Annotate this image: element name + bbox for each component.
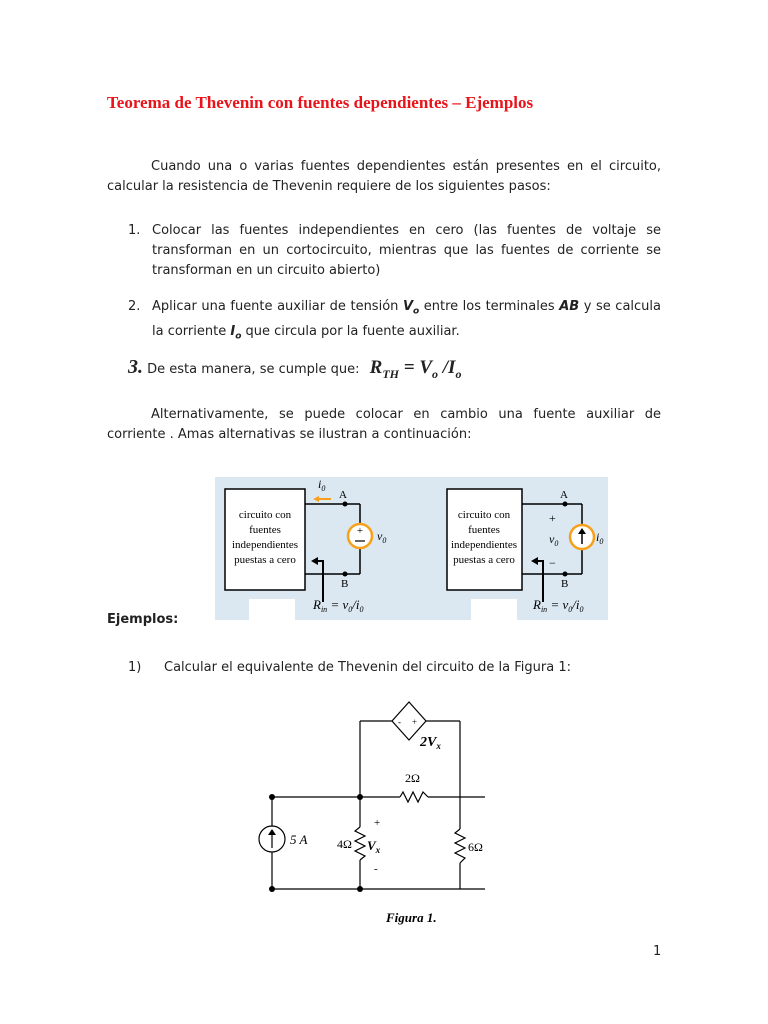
examples-label: Ejemplos: bbox=[107, 612, 179, 627]
ab-terminals: AB bbox=[559, 299, 580, 314]
step-number: 2. bbox=[128, 299, 141, 314]
i0-label: $i_0$ bbox=[318, 477, 326, 493]
step-number: 3. bbox=[128, 356, 143, 378]
terminal-a: A bbox=[560, 489, 568, 501]
r2-label: 2Ω bbox=[405, 771, 420, 785]
problem-text: Calcular el equivalente de Thevenin del circuito de la Figura 1: bbox=[164, 660, 571, 675]
step-number: 1. bbox=[128, 223, 141, 238]
v0-label: $v_0$ bbox=[377, 529, 387, 545]
svg-text:+: + bbox=[356, 525, 364, 537]
resistor-6-icon bbox=[455, 829, 465, 863]
r4-label: 4Ω bbox=[337, 837, 352, 851]
box-label: fuentes bbox=[249, 524, 281, 536]
minus-sign: − bbox=[549, 556, 556, 570]
box-label: independientes bbox=[232, 539, 298, 551]
step-text: De esta manera, se cumple que: bbox=[147, 362, 360, 377]
problem-number: 1) bbox=[128, 660, 142, 675]
vo-symbol: $V_o$ bbox=[402, 299, 420, 317]
resistor-4-icon bbox=[355, 827, 365, 860]
dep-minus: - bbox=[398, 717, 401, 727]
thevenin-formula: $R_{TH} = V_o$ $/I_o$ bbox=[369, 357, 462, 381]
step-text: Aplicar una fuente auxiliar de tensión $V_o$ entre los terminales AB y se calcula la corriente $I_o$ que circula por la fuente auxiliar. bbox=[152, 299, 661, 342]
rin-formula-left: $R_{in} = v_0/i_0$ bbox=[313, 597, 364, 614]
io-symbol: $I_o$ bbox=[230, 323, 242, 342]
vx-plus: + bbox=[374, 817, 381, 829]
page-title: Teorema de Thevenin con fuentes dependientes – Ejemplos bbox=[107, 93, 534, 112]
intro-text: Cuando una o varias fuentes dependientes están presentes en el circuito, calcular la resistencia de Thevenin requiere de los siguientes pasos: bbox=[107, 159, 661, 194]
r6-label: 6Ω bbox=[468, 840, 483, 854]
terminal-b: B bbox=[561, 578, 569, 590]
terminal-b: B bbox=[341, 578, 349, 590]
box-label: puestas a cero bbox=[453, 554, 515, 566]
page-number: 1 bbox=[653, 944, 662, 959]
terminal-a: A bbox=[339, 489, 347, 501]
step-text: Colocar las fuentes independientes en cero (las fuentes de voltaje se transforman en un cortocircuito, mientras que las fuentes de corriente se transforman en un circuito abierto) bbox=[152, 223, 661, 278]
dep-source-label: $2V_x$ bbox=[420, 735, 441, 751]
figure-1-caption: Figura 1. bbox=[386, 910, 437, 925]
v0-label: $v_0$ bbox=[549, 532, 559, 548]
box-label: circuito con bbox=[457, 509, 511, 521]
resistor-2-icon bbox=[400, 792, 428, 802]
box-label: fuentes bbox=[468, 524, 500, 536]
box-label: circuito con bbox=[238, 509, 292, 521]
box-label: puestas a cero bbox=[234, 554, 296, 566]
i0-label: $i_0$ bbox=[596, 530, 604, 546]
plus-sign: + bbox=[549, 511, 556, 525]
box-label: independientes bbox=[451, 539, 517, 551]
alternative-text: Alternativamente, se puede colocar en cambio una fuente auxiliar de corriente . Amas alternativas se ilustran a continuación: bbox=[107, 407, 661, 442]
vx-minus: - bbox=[374, 863, 378, 875]
vx-label: $V_x$ bbox=[367, 838, 381, 855]
current-source-label: 5 A bbox=[290, 832, 308, 847]
rin-formula-right: $R_{in} = v_0/i_0$ bbox=[533, 597, 584, 614]
dep-plus: + bbox=[412, 717, 418, 727]
